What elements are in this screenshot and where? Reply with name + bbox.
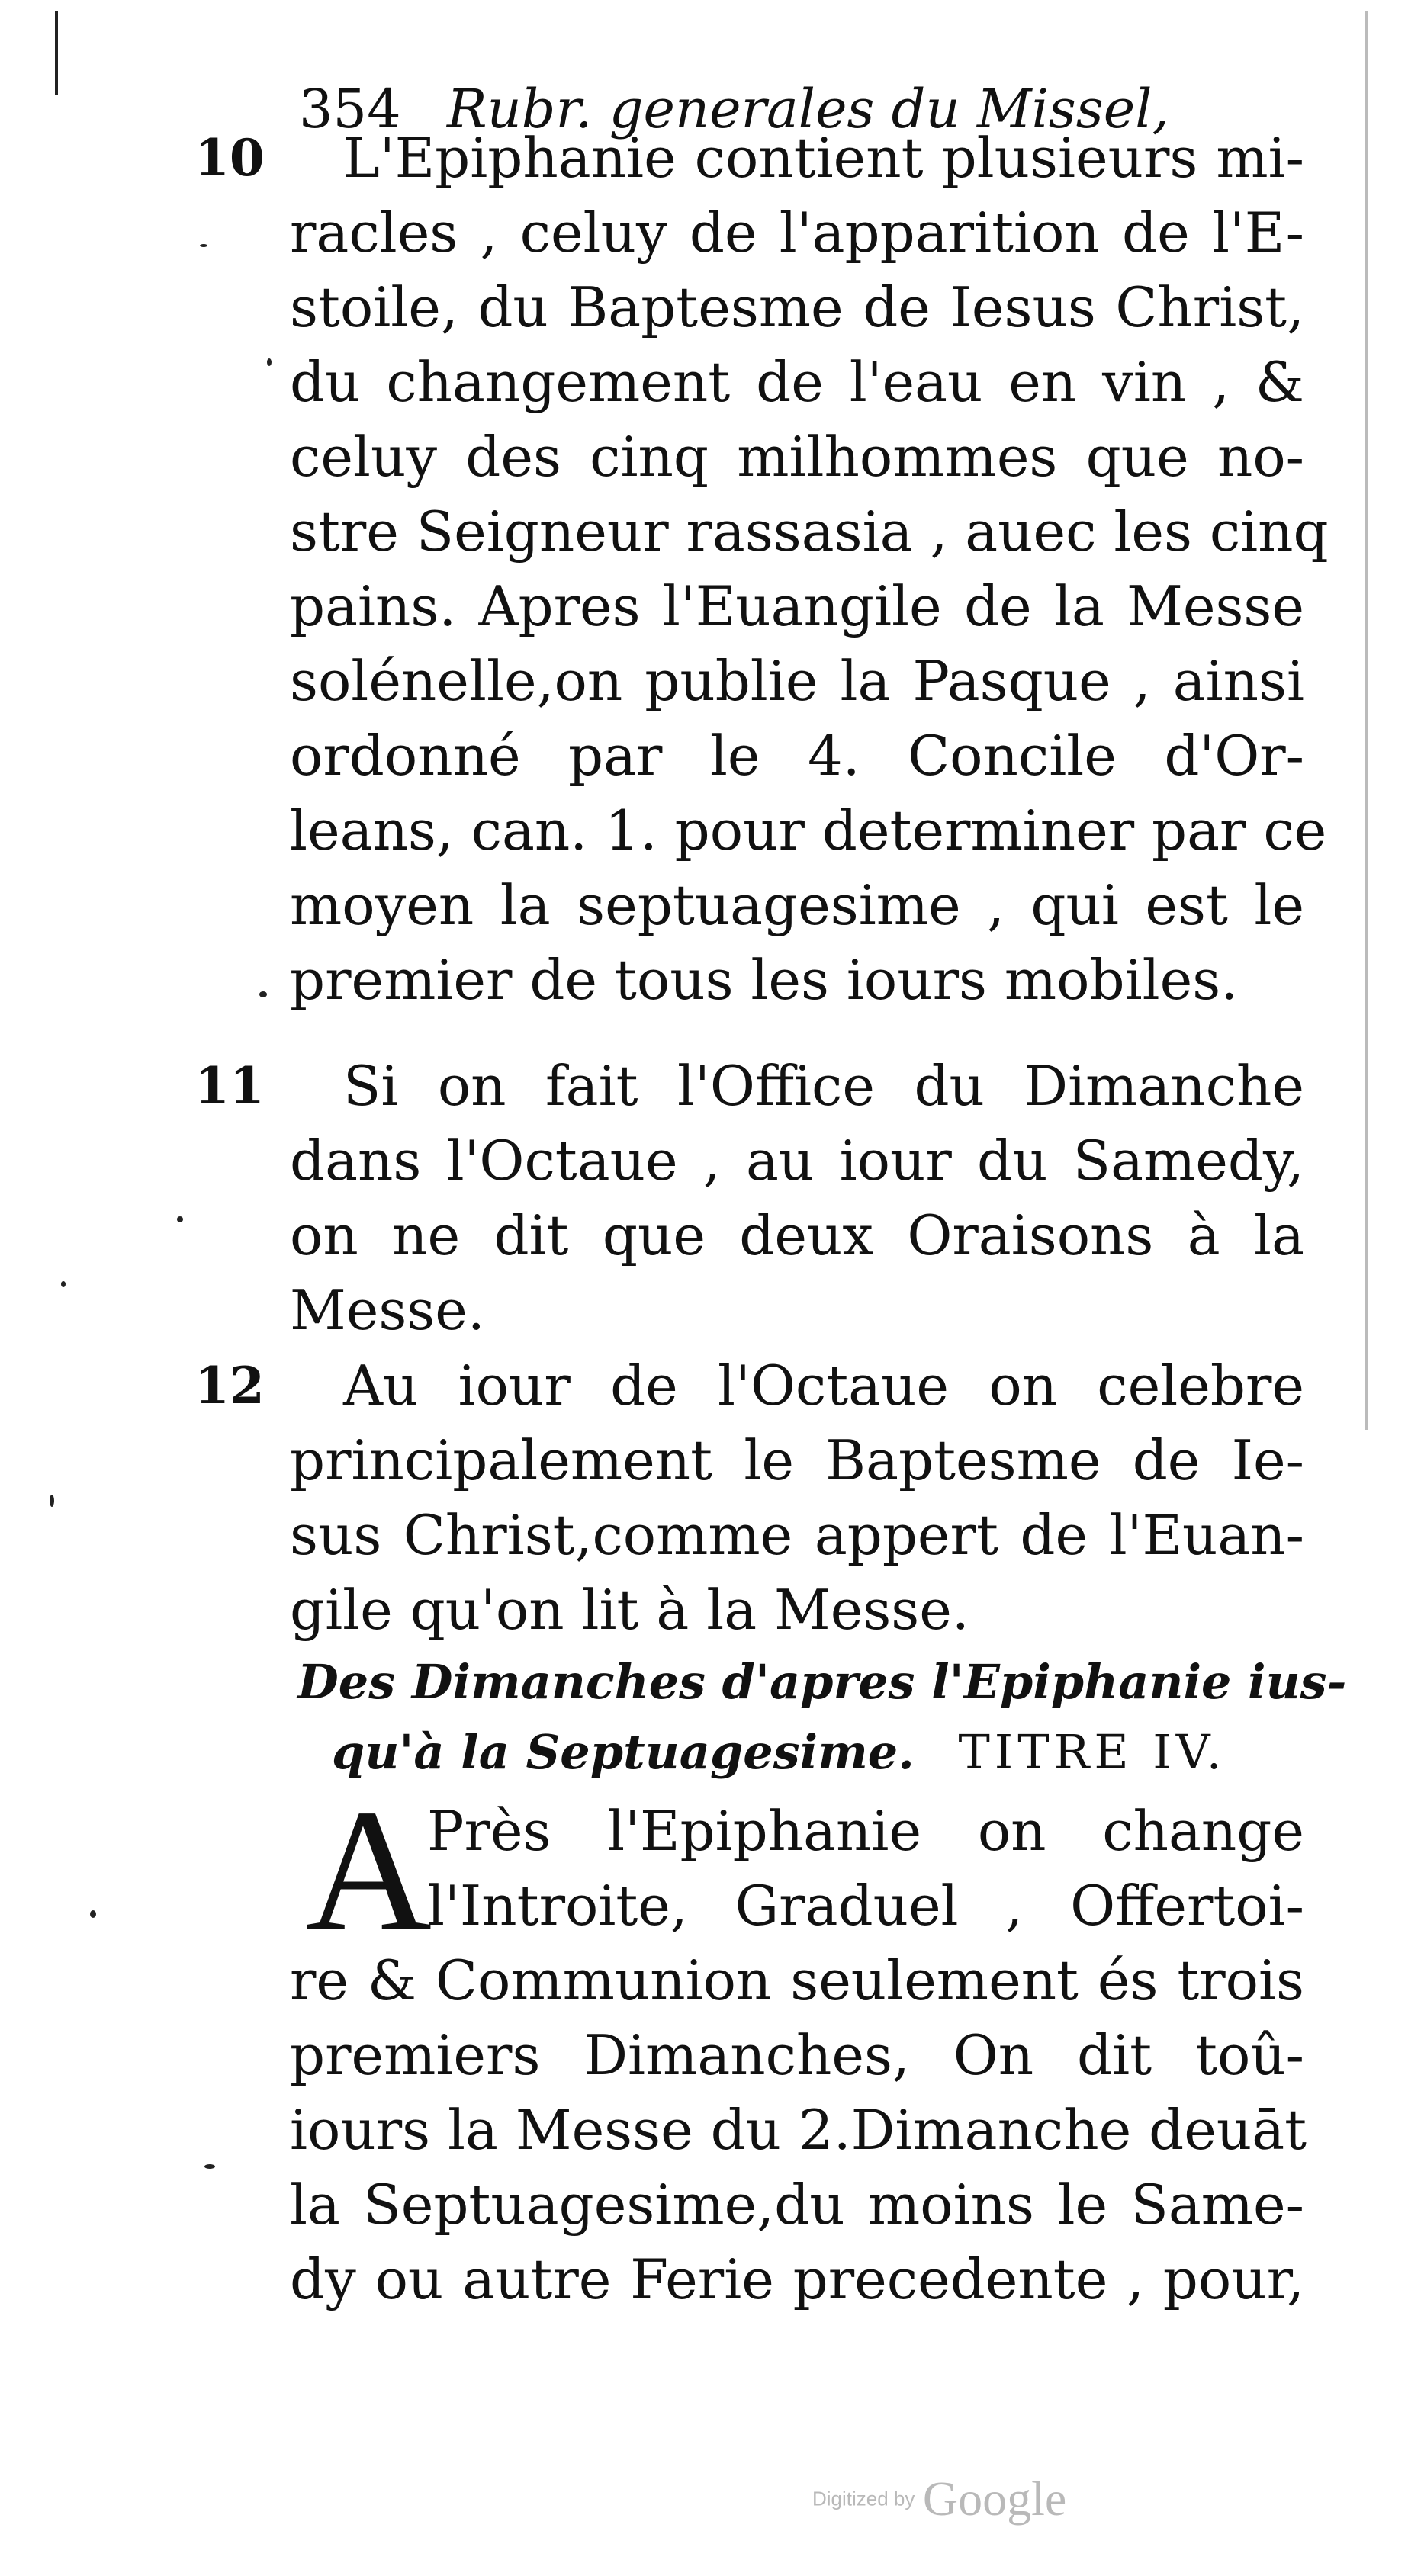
page-edge-left [55, 11, 58, 95]
paragraph-11 [290, 1049, 1304, 1347]
text-line: la Septuagesime,du moins le Same- [290, 2173, 1304, 2237]
text-line: dans l'Octaue , au iour du Samedy, [290, 1129, 1304, 1193]
text-line: celuy des cinq milhommes que no- [290, 425, 1304, 489]
text-line: sus Christ,comme appert de l'Euan- [290, 1503, 1304, 1567]
margin-number-11: 11 [194, 1056, 265, 1116]
text-line: principalement le Baptesme de Ie- [290, 1428, 1304, 1492]
section-titre: TITRE IV. [958, 1724, 1226, 1780]
text-line: moyen la septuagesime , qui est le [290, 873, 1304, 937]
section-title [297, 1647, 1347, 1787]
page-number: 354 [299, 78, 401, 140]
text-line: stre Seigneur rassasia , auec les cinq [290, 499, 1329, 564]
paragraph-title4-cap-lines [427, 1794, 1304, 1943]
scan-speck [50, 1495, 54, 1507]
scan-speck [267, 358, 272, 366]
text-line: Au iour de l'Octaue on celebre [343, 1354, 1304, 1418]
text-line: leans, can. 1. pour determiner par ce [290, 798, 1327, 862]
scan-speck [200, 244, 207, 247]
text-line: Près l'Epiphanie on change [427, 1799, 1304, 1863]
text-line: l'Introite, Graduel , Offertoi- [427, 1874, 1304, 1938]
text-line: Messe. [290, 1278, 485, 1342]
section-title-line: Des Dimanches d'apres l'Epiphanie ius- [297, 1654, 1347, 1710]
paragraph-10 [290, 120, 1329, 1017]
text-line: Si on fait l'Office du Dimanche [343, 1054, 1304, 1118]
scan-speck [90, 1910, 96, 1918]
section-title-line: qu'à la Septuagesime. [332, 1724, 915, 1780]
text-line: ordonné par le 4. Concile d'Or- [290, 724, 1304, 788]
google-logo: Google [922, 2472, 1067, 2526]
text-line: premiers Dimanches, On dit toû- [290, 2023, 1304, 2087]
paragraph-12 [290, 1348, 1304, 1647]
text-line: gile qu'on lit à la Messe. [290, 1578, 969, 1642]
text-line: iours la Messe du 2.Dimanche deuāt [290, 2098, 1307, 2162]
text-line: re & Communion seulement és trois [290, 1948, 1304, 2012]
paragraph-title4 [290, 1943, 1307, 2317]
text-line: stoile, du Baptesme de Iesus Christ, [290, 275, 1304, 339]
scan-speck [259, 991, 267, 997]
text-line: on ne dit que deux Oraisons à la [290, 1203, 1304, 1267]
text-line: solénelle,on publie la Pasque , ainsi [290, 649, 1304, 713]
digitized-by-text: Digitized by [812, 2487, 915, 2510]
drop-cap: A [305, 1773, 432, 1967]
scan-speck [61, 1281, 66, 1287]
text-line: dy ou autre Ferie precedente , pour, [290, 2247, 1304, 2311]
text-line: racles , celuy de l'apparition de l'E- [290, 201, 1304, 265]
margin-number-10: 10 [194, 128, 265, 188]
text-line: L'Epiphanie contient plusieurs mi- [343, 126, 1304, 190]
scan-speck [204, 2164, 215, 2169]
scan-speck [177, 1216, 183, 1222]
text-line: premier de tous les iours mobiles. [290, 948, 1239, 1012]
margin-number-12: 12 [194, 1356, 265, 1415]
text-line: pains. Apres l'Euangile de la Messe [290, 574, 1304, 638]
digitized-by-watermark [812, 2471, 1102, 2524]
text-line: du changement de l'eau en vin , & [290, 350, 1304, 414]
running-title: Rubr. generales du Missel, [446, 78, 1169, 140]
page-edge-right [1365, 11, 1368, 1430]
